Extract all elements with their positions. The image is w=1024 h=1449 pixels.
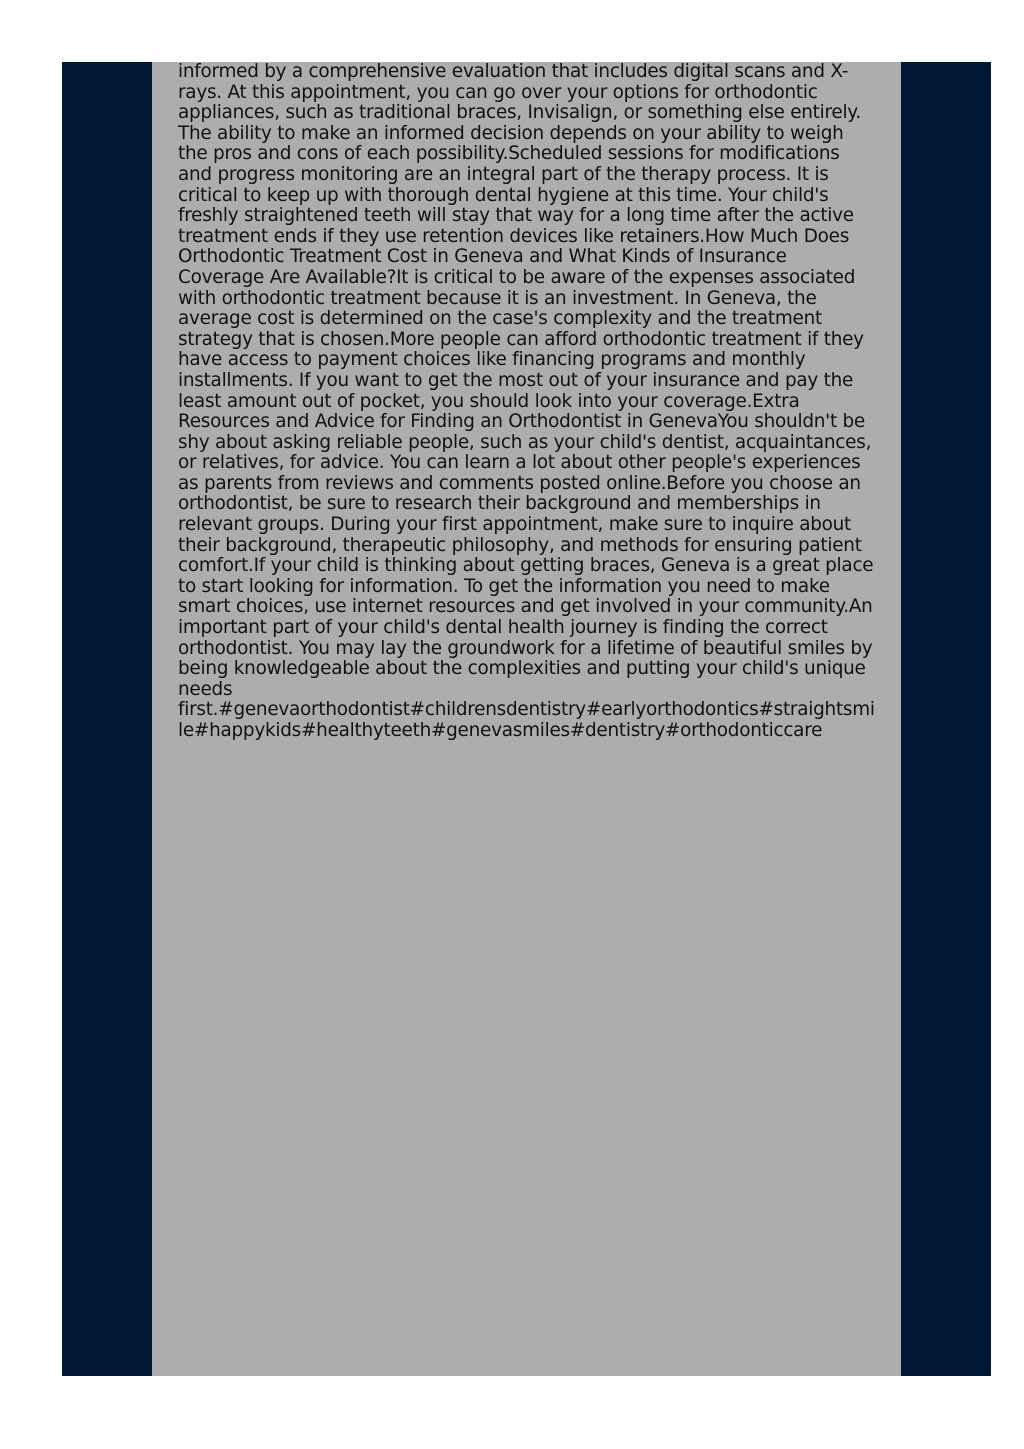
- article-body-text: informed by a comprehensive evaluation that includes digital scans and X-rays. At this appointment, you can go over your options for orthodontic appliances, such as traditional braces, Invisalign, or something else entirely. The ability to make an informed decision depends on your ability to weigh the pros and cons of each possibility.Scheduled sessions for modifications and progress monitoring are an integral part of the therapy process. It is critical to keep up with thorough dental hygiene at this time. Your child's freshly straightened teeth will stay that way for a long time after the active treatment ends if they use retention devices like retainers.How Much Does Orthodontic Treatment Cost in Geneva and What Kinds of Insurance Coverage Are Available?It is critical to be aware of the expenses associated with orthodontic treatment because it is an investment. In Geneva, the average cost is determined on the case's complexity and the treatment strategy that is chosen.More people can afford orthodontic treatment if they have access to payment choices like financing programs and monthly installments. If you want to get the most out of your insurance and pay the least amount out of pocket, you should look into your coverage.Extra Resources and Advice for Finding an Orthodontist in GenevaYou shouldn't be shy about asking reliable people, such as your child's dentist, acquaintances, or relatives, for advice. You can learn a lot about other people's experiences as parents from reviews and comments posted online.Before you choose an orthodontist, be sure to research their background and memberships in relevant groups. During your first appointment, make sure to inquire about their background, therapeutic philosophy, and methods for ensuring patient comfort.If your child is thinking about getting braces, Geneva is a great place to start looking for information. To get the information you need to make smart choices, use internet resources and get involved in your community.An important part of your child's dental health journey is finding the correct orthodontist. You may lay the groundwork for a lifetime of beautiful smiles by being knowledgeable about the complexities and putting your child's unique needs first.#genevaorthodontist#childrensdentistry#earlyorthodontics#straightsmile#happykids#healthyteeth#genevasmiles#dentistry#orthodonticcare: [178, 62, 875, 741]
- content-panel: [152, 62, 901, 1376]
